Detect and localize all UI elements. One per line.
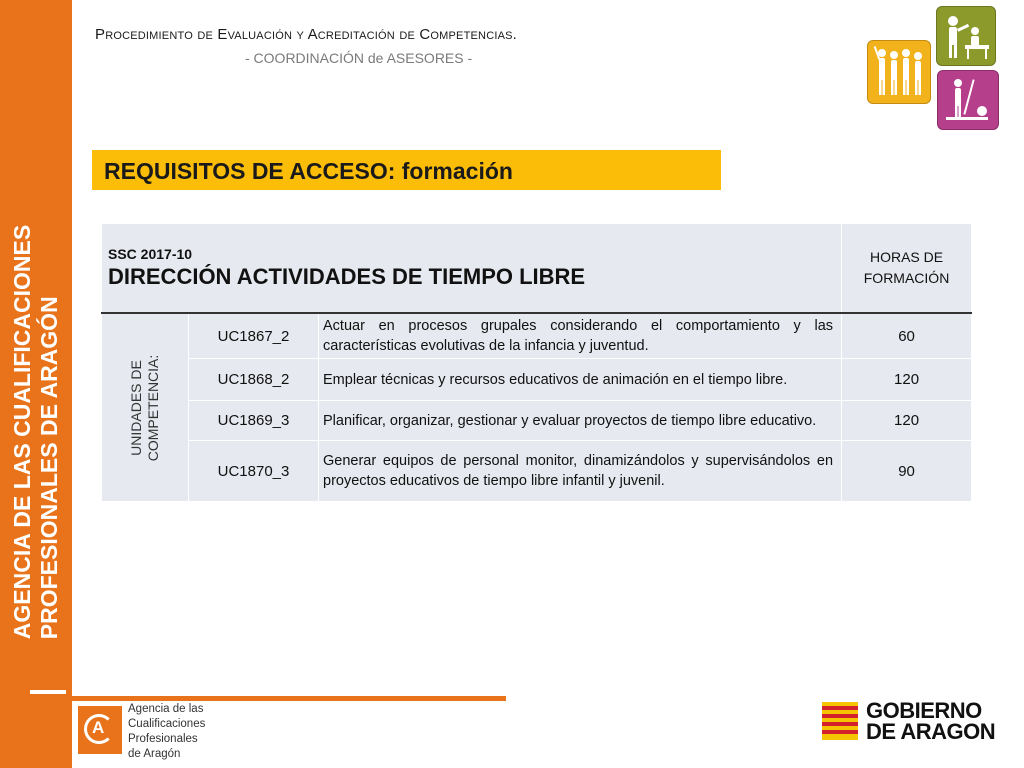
page-title: Procedimiento de Evaluación y Acreditación de Competencias. bbox=[95, 26, 518, 43]
qualification-code: SSC 2017-10 bbox=[108, 246, 193, 262]
section-banner bbox=[92, 150, 721, 190]
table-row bbox=[102, 401, 972, 441]
unit-code: UC1869_3 bbox=[189, 401, 319, 441]
unit-hours: 120 bbox=[842, 401, 972, 441]
footer-divider bbox=[72, 696, 506, 701]
qualification-title: DIRECCIÓN ACTIVIDADES DE TIEMPO LIBRE bbox=[108, 264, 586, 289]
unit-description: Emplear técnicas y recursos educativos de animación en el tiempo libre. bbox=[319, 359, 842, 401]
agency-name-line: Agencia de las bbox=[128, 703, 204, 715]
sidebar-agency-title bbox=[0, 0, 72, 700]
unit-description: Generar equipos de personal monitor, dinamizándolos y supervisándolos en proyectos educativos de tiempo libre infantil y juvenil. bbox=[319, 441, 842, 502]
unit-description: Actuar en procesos grupales considerando el comportamiento y las características evolutivas de la infancia y juventud. bbox=[319, 313, 842, 359]
units-label-line-2: COMPETENCIA: bbox=[145, 354, 161, 461]
teacher-students-icon bbox=[936, 6, 996, 66]
units-label bbox=[128, 354, 162, 461]
competency-table bbox=[101, 223, 972, 502]
qualification-cell bbox=[102, 224, 842, 314]
unit-hours: 90 bbox=[842, 441, 972, 502]
sidebar-line-2: PROFESIONALES DE ARAGÓN bbox=[36, 296, 62, 640]
hours-header-line-1: HORAS DE bbox=[869, 249, 944, 265]
outdoor-activity-icon bbox=[937, 70, 999, 130]
unit-description: Planificar, organizar, gestionar y evaluar proyectos de tiempo libre educativo. bbox=[319, 401, 842, 441]
hours-header bbox=[842, 224, 972, 314]
unit-hours: 120 bbox=[842, 359, 972, 401]
unit-code: UC1868_2 bbox=[189, 359, 319, 401]
agency-logo bbox=[78, 706, 122, 754]
table-row bbox=[102, 441, 972, 502]
units-label-cell bbox=[102, 313, 189, 502]
table-row bbox=[102, 359, 972, 401]
sidebar-divider bbox=[30, 690, 66, 694]
agency-name-line: Profesionales bbox=[128, 733, 198, 745]
government-line-2: DE ARAGON bbox=[866, 719, 996, 744]
units-label-line-1: UNIDADES DE bbox=[128, 359, 144, 456]
aragon-flag-icon bbox=[822, 702, 858, 740]
government-logo-text bbox=[866, 700, 995, 742]
table-header-row bbox=[102, 224, 972, 314]
section-banner-text: REQUISITOS DE ACCESO: formación bbox=[104, 158, 513, 184]
sidebar-line-1: AGENCIA DE LAS CUALIFICACIONES bbox=[9, 224, 35, 640]
people-group-icon bbox=[867, 40, 931, 104]
agency-name-line: Cualificaciones bbox=[128, 718, 206, 730]
unit-code: UC1867_2 bbox=[189, 313, 319, 359]
unit-hours: 60 bbox=[842, 313, 972, 359]
hours-header-line-2: FORMACIÓN bbox=[863, 270, 950, 286]
government-line-1: GOBIERNO bbox=[866, 698, 982, 723]
agency-logo-letter: A bbox=[92, 718, 105, 737]
agency-name bbox=[128, 702, 205, 762]
agency-name-line: de Aragón bbox=[128, 748, 181, 760]
page-subtitle: - COORDINACIÓN de ASESORES - bbox=[245, 50, 473, 66]
unit-code: UC1870_3 bbox=[189, 441, 319, 502]
table-row bbox=[102, 313, 972, 359]
